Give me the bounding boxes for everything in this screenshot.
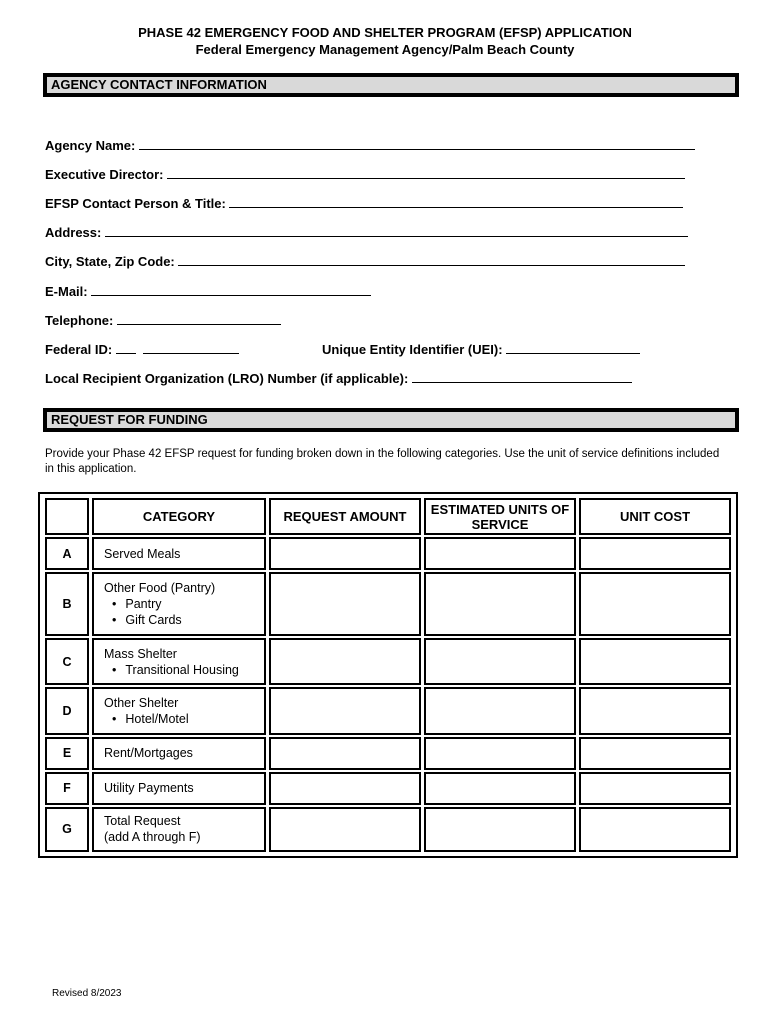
lro-field[interactable]: [412, 370, 632, 383]
funding-instructions: Provide your Phase 42 EFSP request for funding broken down in the following categories. Use the unit of service definitions included in this application.: [45, 448, 720, 475]
telephone-row: [45, 312, 281, 328]
estimated-units-cell[interactable]: [424, 638, 576, 685]
table-row: [45, 737, 731, 770]
category-bullet: • Hotel/Motel: [104, 711, 264, 727]
table-row: [45, 572, 731, 636]
agency-name-row: [45, 137, 695, 153]
category-sublabel: (add A through F): [104, 830, 201, 845]
letter-header: [45, 498, 89, 535]
lro-row: [45, 370, 632, 386]
address-row: [45, 224, 688, 240]
category-bullet: • Transitional Housing: [104, 662, 264, 678]
estimated-units-header-text: ESTIMATED UNITS OF SERVICE: [430, 501, 570, 532]
city-state-zip-field[interactable]: [178, 253, 685, 266]
row-letter: D: [45, 687, 89, 734]
estimated-units-cell[interactable]: [424, 572, 576, 636]
section-header-contact: AGENCY CONTACT INFORMATION: [43, 73, 739, 97]
revision-note: Revised 8/2023: [52, 988, 122, 999]
city-state-zip-row: [45, 253, 685, 269]
row-category: [92, 638, 266, 685]
estimated-units-header: [424, 498, 576, 535]
estimated-units-cell[interactable]: [424, 687, 576, 734]
address-label: Address:: [45, 225, 102, 240]
email-row: [45, 283, 371, 299]
executive-director-label: Executive Director:: [45, 167, 164, 182]
table-row: [45, 638, 731, 685]
unit-cost-cell[interactable]: [579, 572, 731, 636]
request-amount-cell[interactable]: [269, 687, 421, 734]
category-header: CATEGORY: [92, 498, 266, 535]
estimated-units-cell[interactable]: [424, 807, 576, 852]
form-title: PHASE 42 EMERGENCY FOOD AND SHELTER PROGRAM (EFSP) APPLICATION: [138, 25, 632, 40]
unit-cost-cell[interactable]: [579, 807, 731, 852]
estimated-units-cell[interactable]: [424, 772, 576, 805]
form-subtitle: Federal Emergency Management Agency/Palm Beach County: [195, 42, 575, 57]
category-label: Total Request: [104, 814, 181, 829]
telephone-field[interactable]: [117, 312, 281, 325]
email-label: E-Mail:: [45, 284, 88, 299]
row-category: [92, 737, 266, 770]
estimated-units-cell[interactable]: [424, 737, 576, 770]
contact-person-label: EFSP Contact Person & Title:: [45, 196, 226, 211]
contact-person-row: [45, 195, 683, 211]
unit-cost-cell[interactable]: [579, 537, 731, 570]
contact-person-field[interactable]: [229, 195, 683, 208]
request-amount-cell[interactable]: [269, 572, 421, 636]
row-letter: C: [45, 638, 89, 685]
category-label: Served Meals: [104, 546, 181, 561]
row-letter: A: [45, 537, 89, 570]
request-amount-header: REQUEST AMOUNT: [269, 498, 421, 535]
category-bullet: • Pantry: [104, 596, 264, 612]
agency-name-field[interactable]: [139, 137, 695, 150]
telephone-label: Telephone:: [45, 313, 114, 328]
row-category: [92, 772, 266, 805]
row-category: [92, 807, 266, 852]
lro-label: Local Recipient Organization (LRO) Number (if applicable):: [45, 371, 409, 386]
category-label: Other Shelter: [104, 695, 179, 710]
table-row: [45, 772, 731, 805]
category-bullet: • Gift Cards: [104, 612, 264, 628]
estimated-units-cell[interactable]: [424, 537, 576, 570]
category-label: Utility Payments: [104, 781, 194, 796]
unit-cost-cell[interactable]: [579, 737, 731, 770]
row-letter: E: [45, 737, 89, 770]
unit-cost-cell[interactable]: [579, 638, 731, 685]
federal-id-prefix-field[interactable]: [116, 341, 136, 354]
federal-id-label: Federal ID:: [45, 342, 113, 357]
federal-id-field[interactable]: [143, 341, 239, 354]
uei-row: [322, 341, 640, 357]
request-amount-cell[interactable]: [269, 772, 421, 805]
table-row: [45, 537, 731, 570]
row-category: [92, 537, 266, 570]
unit-cost-cell[interactable]: [579, 772, 731, 805]
uei-label: Unique Entity Identifier (UEI):: [322, 342, 503, 357]
table-row: [45, 807, 731, 852]
row-letter: G: [45, 807, 89, 852]
city-state-zip-label: City, State, Zip Code:: [45, 254, 175, 269]
request-amount-cell[interactable]: [269, 537, 421, 570]
category-label: Rent/Mortgages: [104, 746, 193, 761]
row-category: [92, 572, 266, 636]
request-amount-cell[interactable]: [269, 737, 421, 770]
federal-id-row: [45, 341, 239, 357]
funding-table: [38, 492, 738, 858]
category-label: Mass Shelter: [104, 646, 177, 661]
unit-cost-cell[interactable]: [579, 687, 731, 734]
address-field[interactable]: [105, 224, 688, 237]
executive-director-field[interactable]: [167, 166, 685, 179]
row-letter: F: [45, 772, 89, 805]
executive-director-row: [45, 166, 685, 182]
row-letter: B: [45, 572, 89, 636]
unit-cost-header: UNIT COST: [579, 498, 731, 535]
uei-field[interactable]: [506, 341, 640, 354]
category-label: Other Food (Pantry): [104, 580, 216, 595]
request-amount-cell[interactable]: [269, 807, 421, 852]
table-row: [45, 687, 731, 734]
row-category: [92, 687, 266, 734]
agency-name-label: Agency Name:: [45, 138, 136, 153]
table-header-row: [45, 498, 731, 535]
request-amount-cell[interactable]: [269, 638, 421, 685]
email-field[interactable]: [91, 283, 371, 296]
section-header-funding: REQUEST FOR FUNDING: [43, 408, 739, 432]
